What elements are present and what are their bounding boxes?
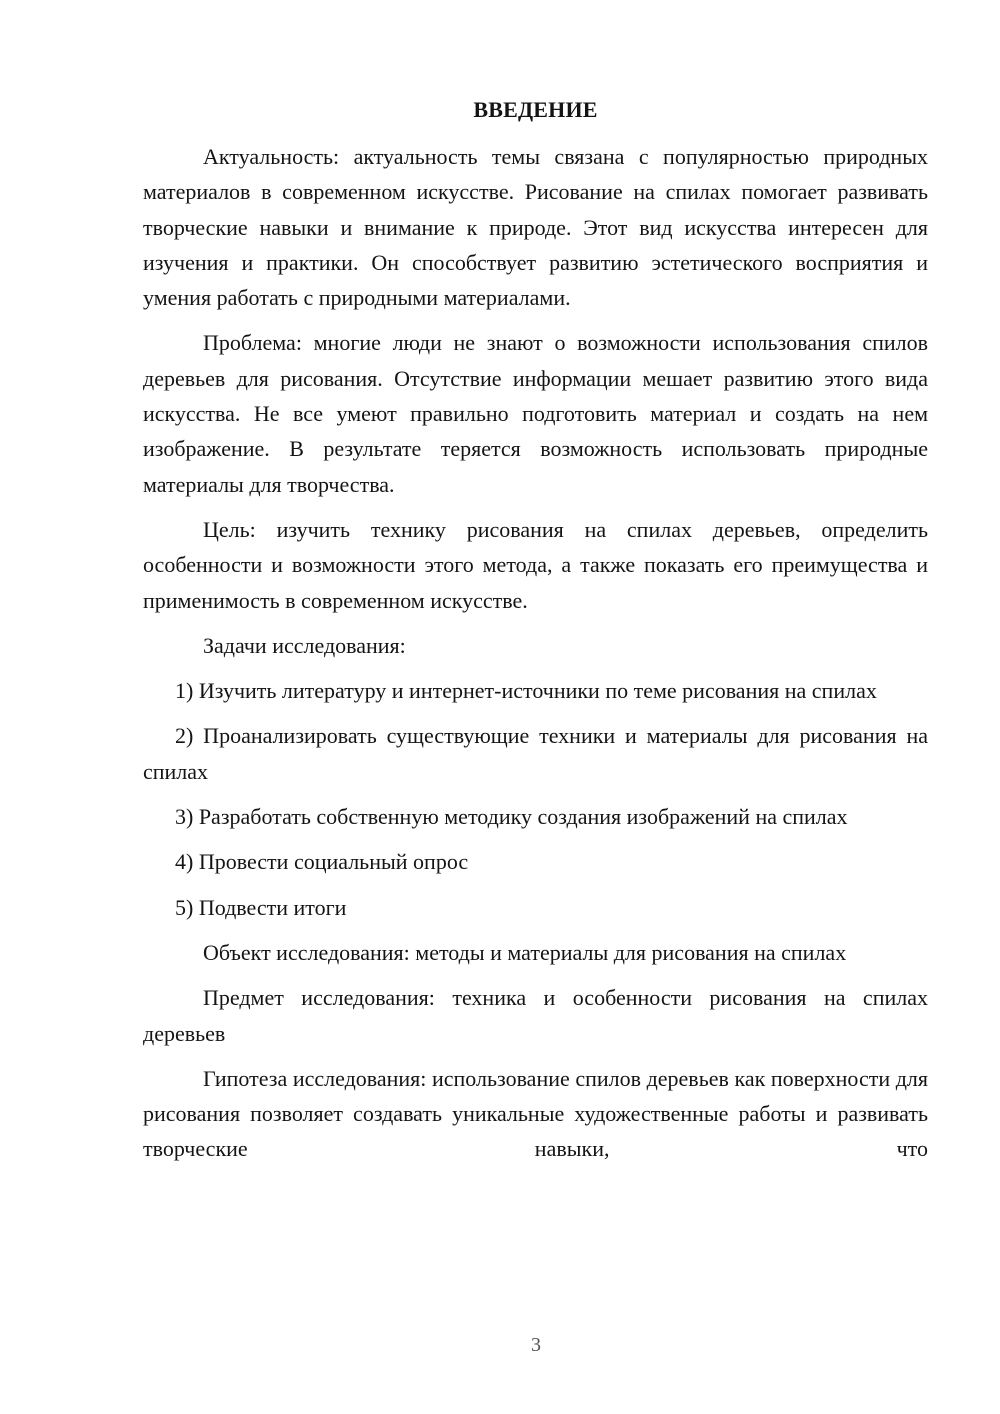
task-item-2: 2) Проанализировать существующие техники и материалы для рисования на спилах: [143, 723, 928, 784]
paragraph-goal: Цель: изучить технику рисования на спилах деревьев, определить особенности и возможности этого метода, а также показать его преимущества и применимость в современном искусстве.: [143, 516, 928, 613]
page-title: ВВЕДЕНИЕ: [473, 97, 598, 122]
paragraph-problem: Проблема: многие люди не знают о возможности использования спилов деревьев для рисования. Отсутствие информации мешает развитию этого вида искусства. Не все умеют правильно подготовить материал и создать на нем изображение. В результате теряется возможность использовать природные материалы для творчества.: [143, 330, 928, 497]
paragraph-relevance: Актуальность: актуальность темы связана с популярностью природных материалов в современном искусстве. Рисование на спилах помогает развивать творческие навыки и внимание к природе. Этот вид искусства интересен для изучения и практики. Он способствует развитию эстетического восприятия и умения работать с природными материалами.: [143, 144, 928, 311]
page-number: 3: [531, 1334, 541, 1356]
task-item-3: 3) Разработать собственную методику создания изображений на спилах: [175, 804, 848, 830]
task-item-5: 5) Подвести итоги: [175, 894, 347, 920]
task-item-4: 4) Провести социальный опрос: [175, 849, 469, 875]
paragraph-hypothesis: Гипотеза исследования: использование спилов деревьев как поверхности для рисования позволяет создавать уникальные художественные работы и развивать творческие навыки, что: [143, 1065, 928, 1162]
paragraph-tasks-heading: Задачи исследования:: [203, 632, 406, 658]
task-item-1: 1) Изучить литературу и интернет-источники по теме рисования на спилах: [175, 678, 877, 704]
page-content: [143, 94, 928, 1177]
paragraph-object: Объект исследования: методы и материалы для рисования на спилах: [203, 939, 847, 965]
paragraph-subject: Предмет исследования: техника и особенности рисования на спилах деревьев: [143, 985, 928, 1046]
